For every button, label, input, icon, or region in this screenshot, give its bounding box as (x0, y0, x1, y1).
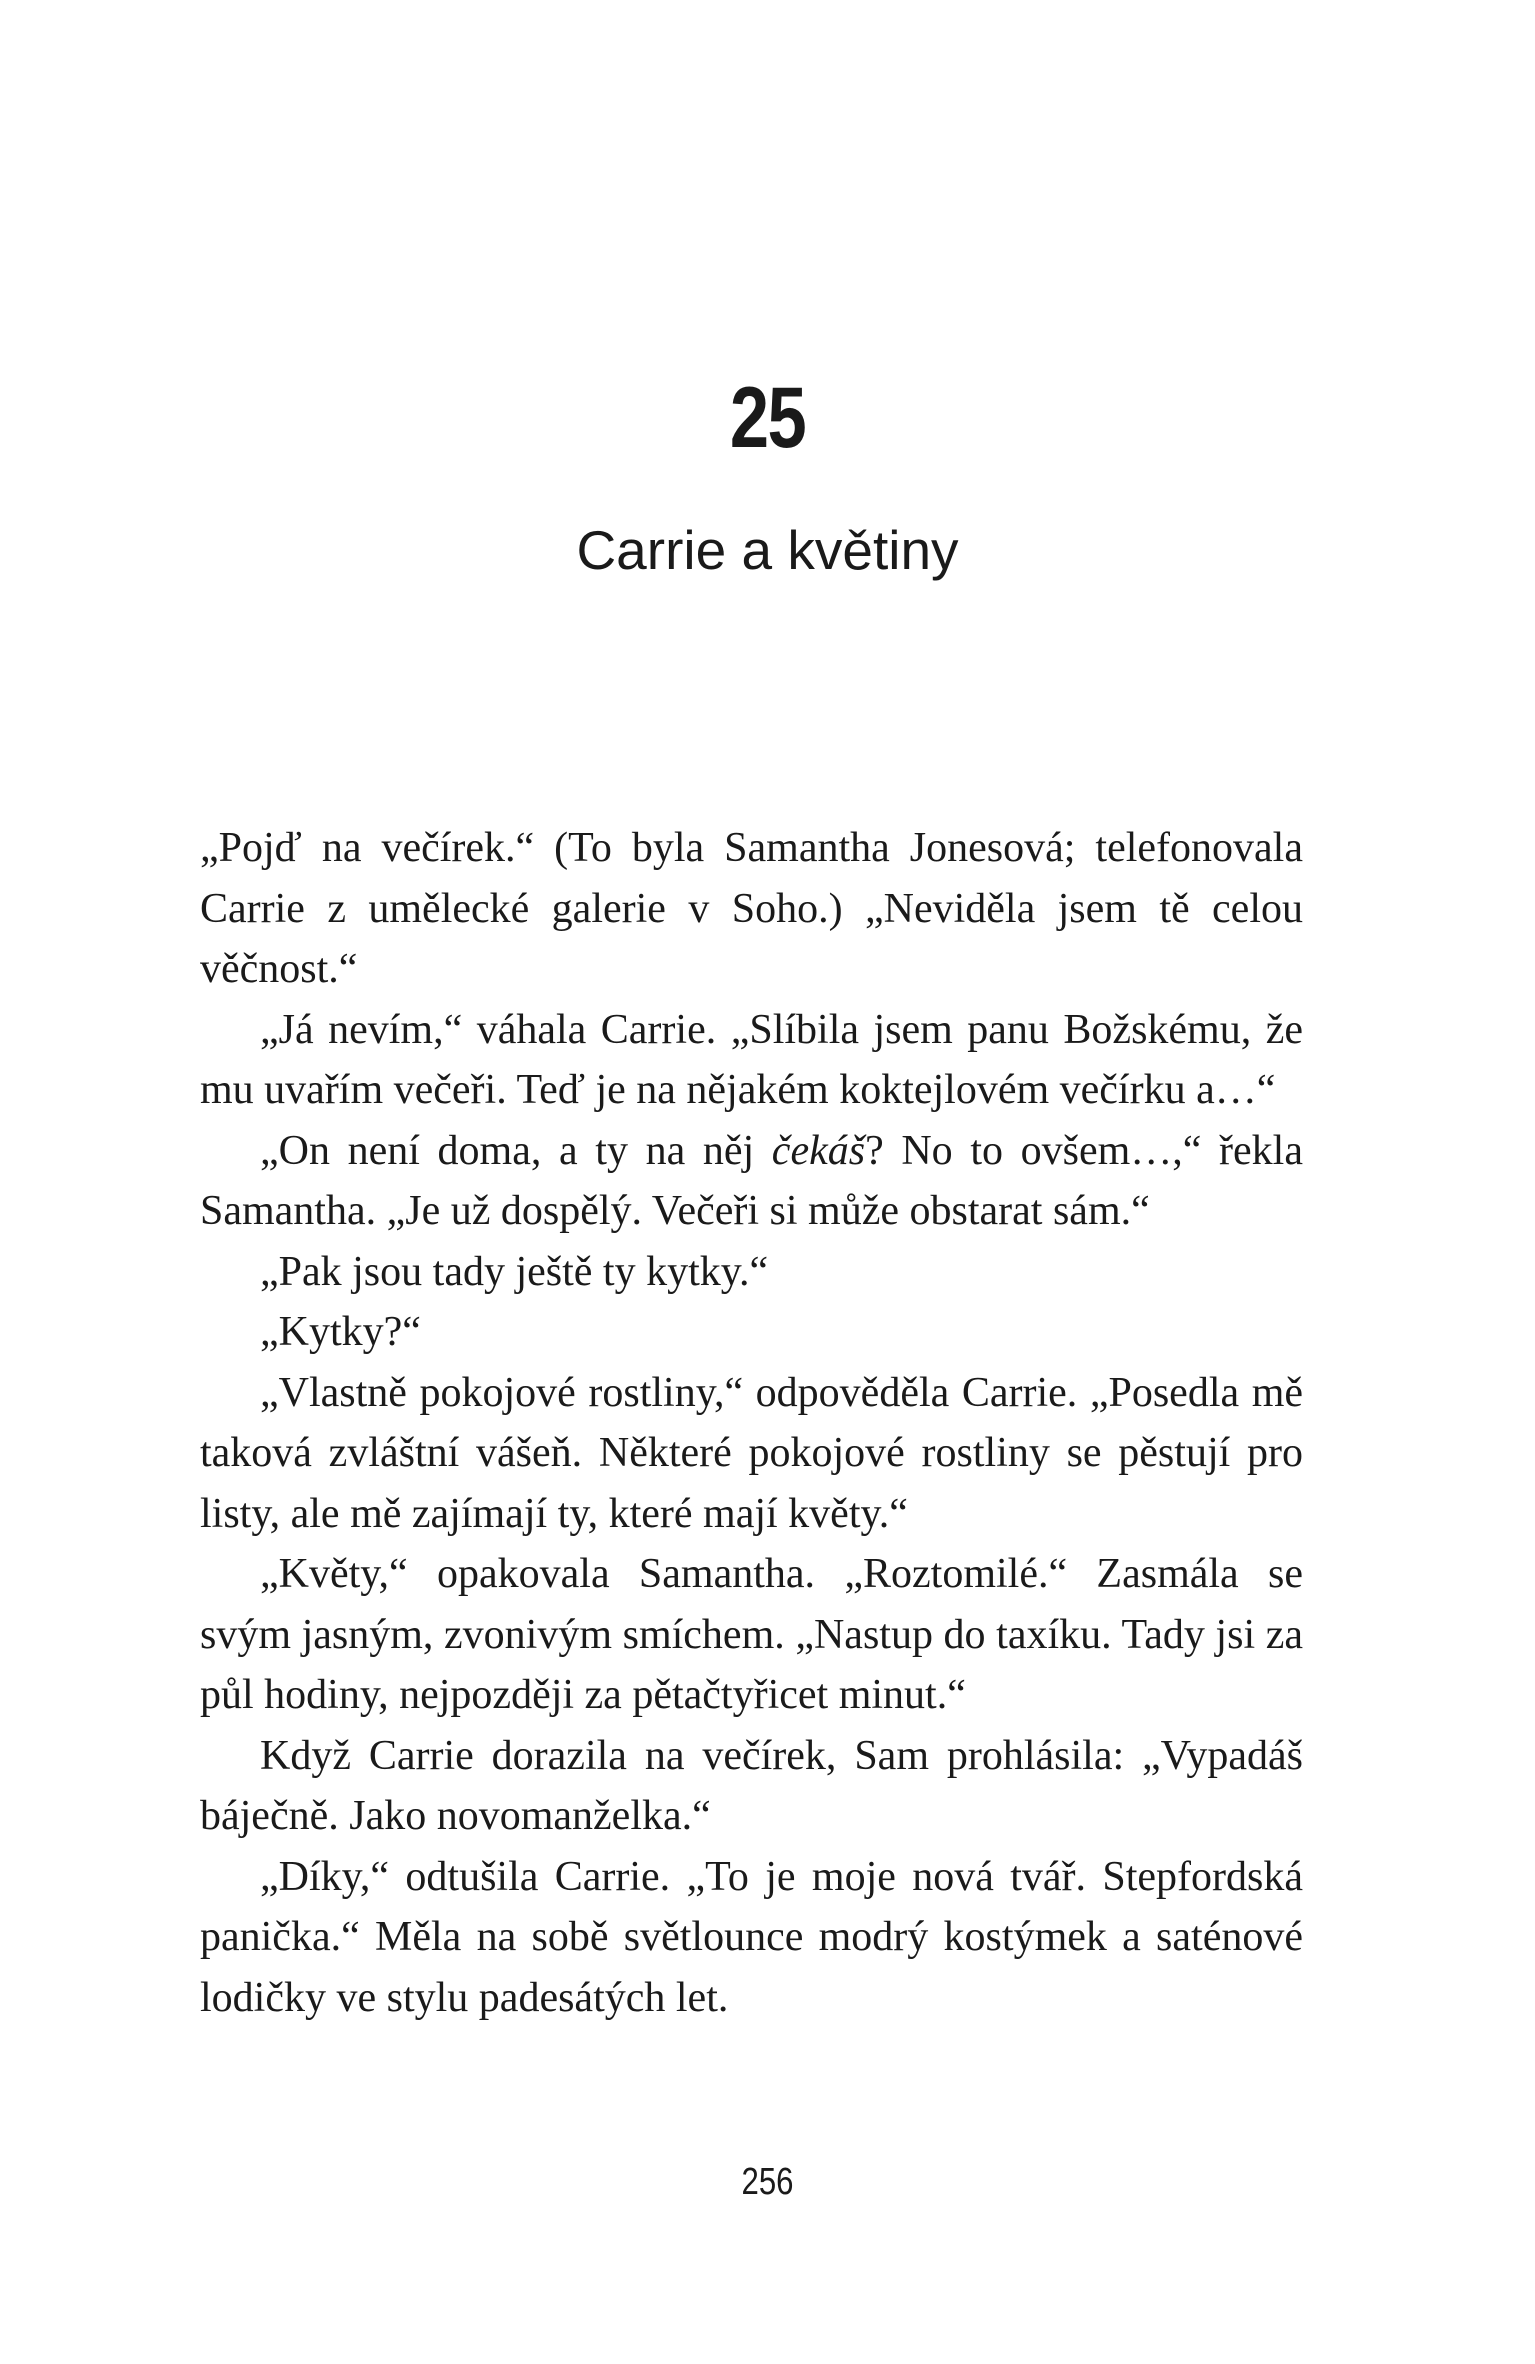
paragraph-text: „On není doma, a ty na něj (260, 1127, 772, 1174)
italic-word: čekáš (771, 1127, 866, 1174)
paragraph-text: „Kytky?“ (260, 1309, 421, 1355)
paragraph (200, 1302, 1303, 1363)
paragraph-text: „Díky,“ odtušila Carrie. „To je moje nová tvář. Stepfordská panička.“ Měla na sobě světlounce modrý kostýmek a saténové lodičky ve stylu padesátých let. (200, 1853, 1303, 2021)
paragraph-text: „Vlastně pokojové rostliny,“ odpověděla Carrie. „Posedla mě taková zvláštní vášeň. Některé pokojové rostliny se pěstují pro listy, ale mě zajímají ty, které mají květy.“ (200, 1369, 1303, 1537)
paragraph-text: ? No to ovšem…,“ řekla Samantha. „Je už dospělý. Večeři si může obstarat sám.“ (200, 1127, 1303, 1234)
chapter-body (200, 818, 1303, 2028)
paragraph (200, 1121, 1303, 1242)
chapter-number: 25 (729, 370, 806, 466)
paragraph (200, 1847, 1303, 2029)
paragraph-text: „Květy,“ opakovala Samantha. „Roztomilé.“ Zasmála se svým jasným, zvonivým smíchem. „Nastup do taxíku. Tady jsi za půl hodiny, nejpozději za pětačtyřicet minut.“ (200, 1551, 1303, 1718)
paragraph (200, 1242, 1303, 1303)
paragraph (200, 1544, 1303, 1726)
paragraph (200, 1000, 1303, 1121)
paragraph (200, 1726, 1303, 1847)
paragraph-text: „Já nevím,“ váhala Carrie. „Slíbila jsem panu Božskému, že mu uvařím večeři. Teď je na nějakém koktejlovém večírku a…“ (200, 1006, 1303, 1113)
paragraph (200, 818, 1303, 1000)
chapter-title: Carrie a květiny (576, 519, 959, 581)
paragraph-text: „Pojď na večírek.“ (To byla Samantha Jonesová; telefonovala Carrie z umělecké galerie v Soho.) „Neviděla jsem tě celou věčnost.“ (200, 825, 1303, 992)
paragraph-text: Když Carrie dorazila na večírek, Sam prohlásila: „Vypadáš báječně. Jako novomanželka.“ (200, 1732, 1303, 1839)
paragraph (200, 1363, 1303, 1545)
paragraph-text: „Pak jsou tady ještě ty kytky.“ (260, 1248, 769, 1295)
page-number: 256 (741, 2161, 794, 2203)
